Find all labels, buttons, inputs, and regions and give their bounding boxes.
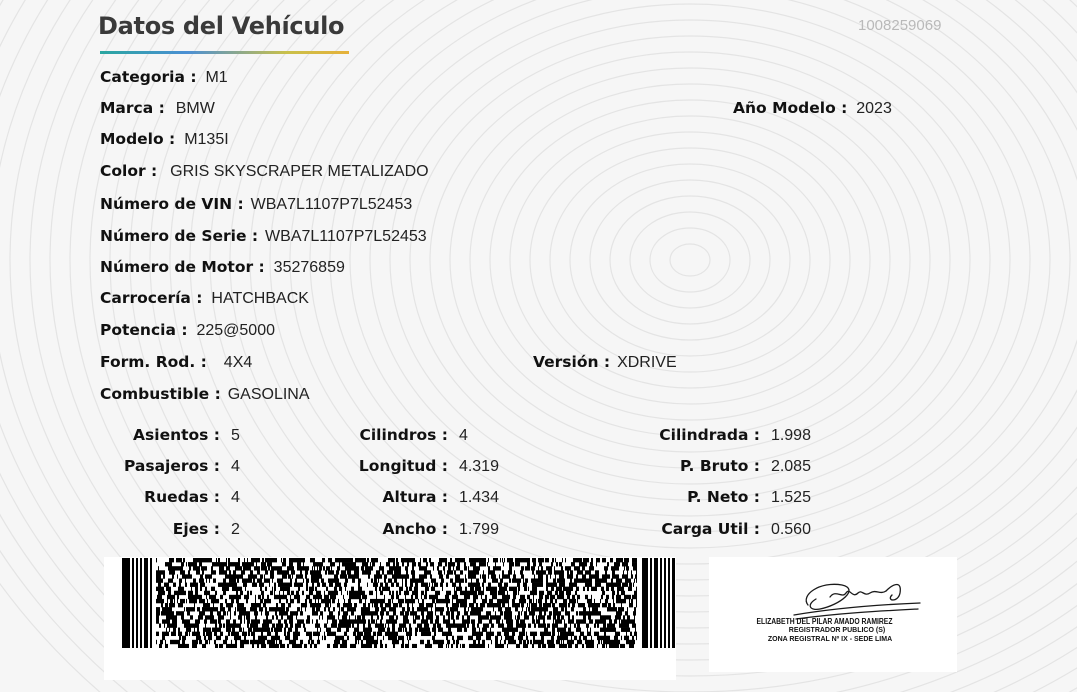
field-carroceria [100, 288, 309, 309]
field-cilindros [300, 425, 468, 446]
label-pasajeros: Pasajeros : [123, 457, 220, 475]
field-p-neto [600, 487, 811, 508]
field-anio-modelo [733, 98, 892, 119]
field-form-rod [100, 352, 252, 373]
field-ancho [300, 519, 499, 540]
value-potencia: 225@5000 [196, 322, 275, 339]
value-version: XDRIVE [617, 354, 677, 371]
value-cilindros: 4 [458, 427, 468, 444]
field-modelo [100, 129, 229, 150]
label-potencia: Potencia : [100, 321, 188, 339]
label-ruedas: Ruedas : [144, 488, 220, 506]
value-pasajeros: 4 [230, 458, 240, 475]
field-combustible [100, 384, 310, 405]
label-cilindros: Cilindros : [359, 426, 448, 444]
value-marca: BMW [175, 100, 215, 117]
pdf417-barcode [122, 558, 676, 648]
label-form-rod: Form. Rod. : [100, 353, 207, 371]
label-carroceria: Carrocería : [100, 289, 203, 307]
label-color: Color : [100, 162, 158, 180]
label-modelo: Modelo : [100, 130, 176, 148]
value-color: GRIS SKYSCRAPER METALIZADO [170, 163, 429, 180]
label-altura: Altura : [382, 488, 448, 506]
value-anio-modelo: 2023 [856, 100, 892, 117]
label-cilindrada: Cilindrada : [659, 426, 760, 444]
label-combustible: Combustible : [100, 385, 221, 403]
value-altura: 1.434 [458, 489, 499, 506]
field-color [100, 161, 429, 182]
field-pasajeros [90, 456, 240, 477]
label-ancho: Ancho : [382, 520, 448, 538]
value-form-rod: 4X4 [223, 354, 253, 371]
value-serie: WBA7L1107P7L52453 [265, 228, 427, 245]
value-p-bruto: 2.085 [770, 458, 811, 475]
field-vin [100, 194, 412, 215]
field-marca [100, 98, 215, 119]
signer-zone: ZONA REGISTRAL Nº IX - SEDE LIMA [767, 636, 893, 643]
label-motor: Número de Motor : [100, 258, 265, 276]
field-serie [100, 226, 427, 247]
value-ruedas: 4 [230, 489, 240, 506]
field-carga-util [600, 519, 811, 540]
label-version: Versión : [533, 353, 611, 371]
value-modelo: M135I [184, 131, 229, 148]
field-ruedas [90, 487, 240, 508]
field-longitud [300, 456, 499, 477]
value-p-neto: 1.525 [770, 489, 811, 506]
field-ejes [90, 519, 240, 540]
field-asientos [90, 425, 240, 446]
label-marca: Marca : [100, 99, 165, 117]
value-asientos: 5 [230, 427, 240, 444]
field-motor [100, 257, 345, 278]
label-anio-modelo: Año Modelo : [733, 99, 848, 117]
label-p-bruto: P. Bruto : [680, 457, 760, 475]
value-vin: WBA7L1107P7L52453 [250, 196, 413, 213]
label-vin: Número de VIN : [100, 195, 244, 213]
value-carroceria: HATCHBACK [211, 290, 309, 307]
value-longitud: 4.319 [458, 458, 499, 475]
value-categoria: M1 [205, 69, 228, 86]
value-carga-util: 0.560 [770, 521, 811, 538]
label-asientos: Asientos : [133, 426, 220, 444]
field-categoria [100, 67, 228, 88]
field-p-bruto [600, 456, 811, 477]
label-ejes: Ejes : [172, 520, 220, 538]
handwritten-signature [790, 575, 925, 623]
label-categoria: Categoria : [100, 68, 197, 86]
value-cilindrada: 1.998 [770, 427, 811, 444]
document-number: 1008259069 [858, 17, 942, 34]
label-serie: Número de Serie : [100, 227, 259, 245]
field-version [533, 352, 677, 373]
value-combustible: GASOLINA [227, 386, 310, 403]
field-cilindrada [600, 425, 811, 446]
value-motor: 35276859 [273, 259, 345, 276]
label-carga-util: Carga Util : [661, 520, 760, 538]
page-title: Datos del Vehículo [98, 12, 345, 40]
value-ejes: 2 [230, 521, 240, 538]
title-underline [100, 51, 349, 54]
signer-role: REGISTRADOR PUBLICO (S) [788, 627, 886, 634]
label-longitud: Longitud : [358, 457, 448, 475]
label-p-neto: P. Neto : [687, 488, 760, 506]
field-altura [300, 487, 499, 508]
signer-name: ELIZABETH DEL PILAR AMADO RAMIREZ [756, 617, 893, 626]
value-ancho: 1.799 [458, 521, 499, 538]
field-potencia [100, 320, 275, 341]
